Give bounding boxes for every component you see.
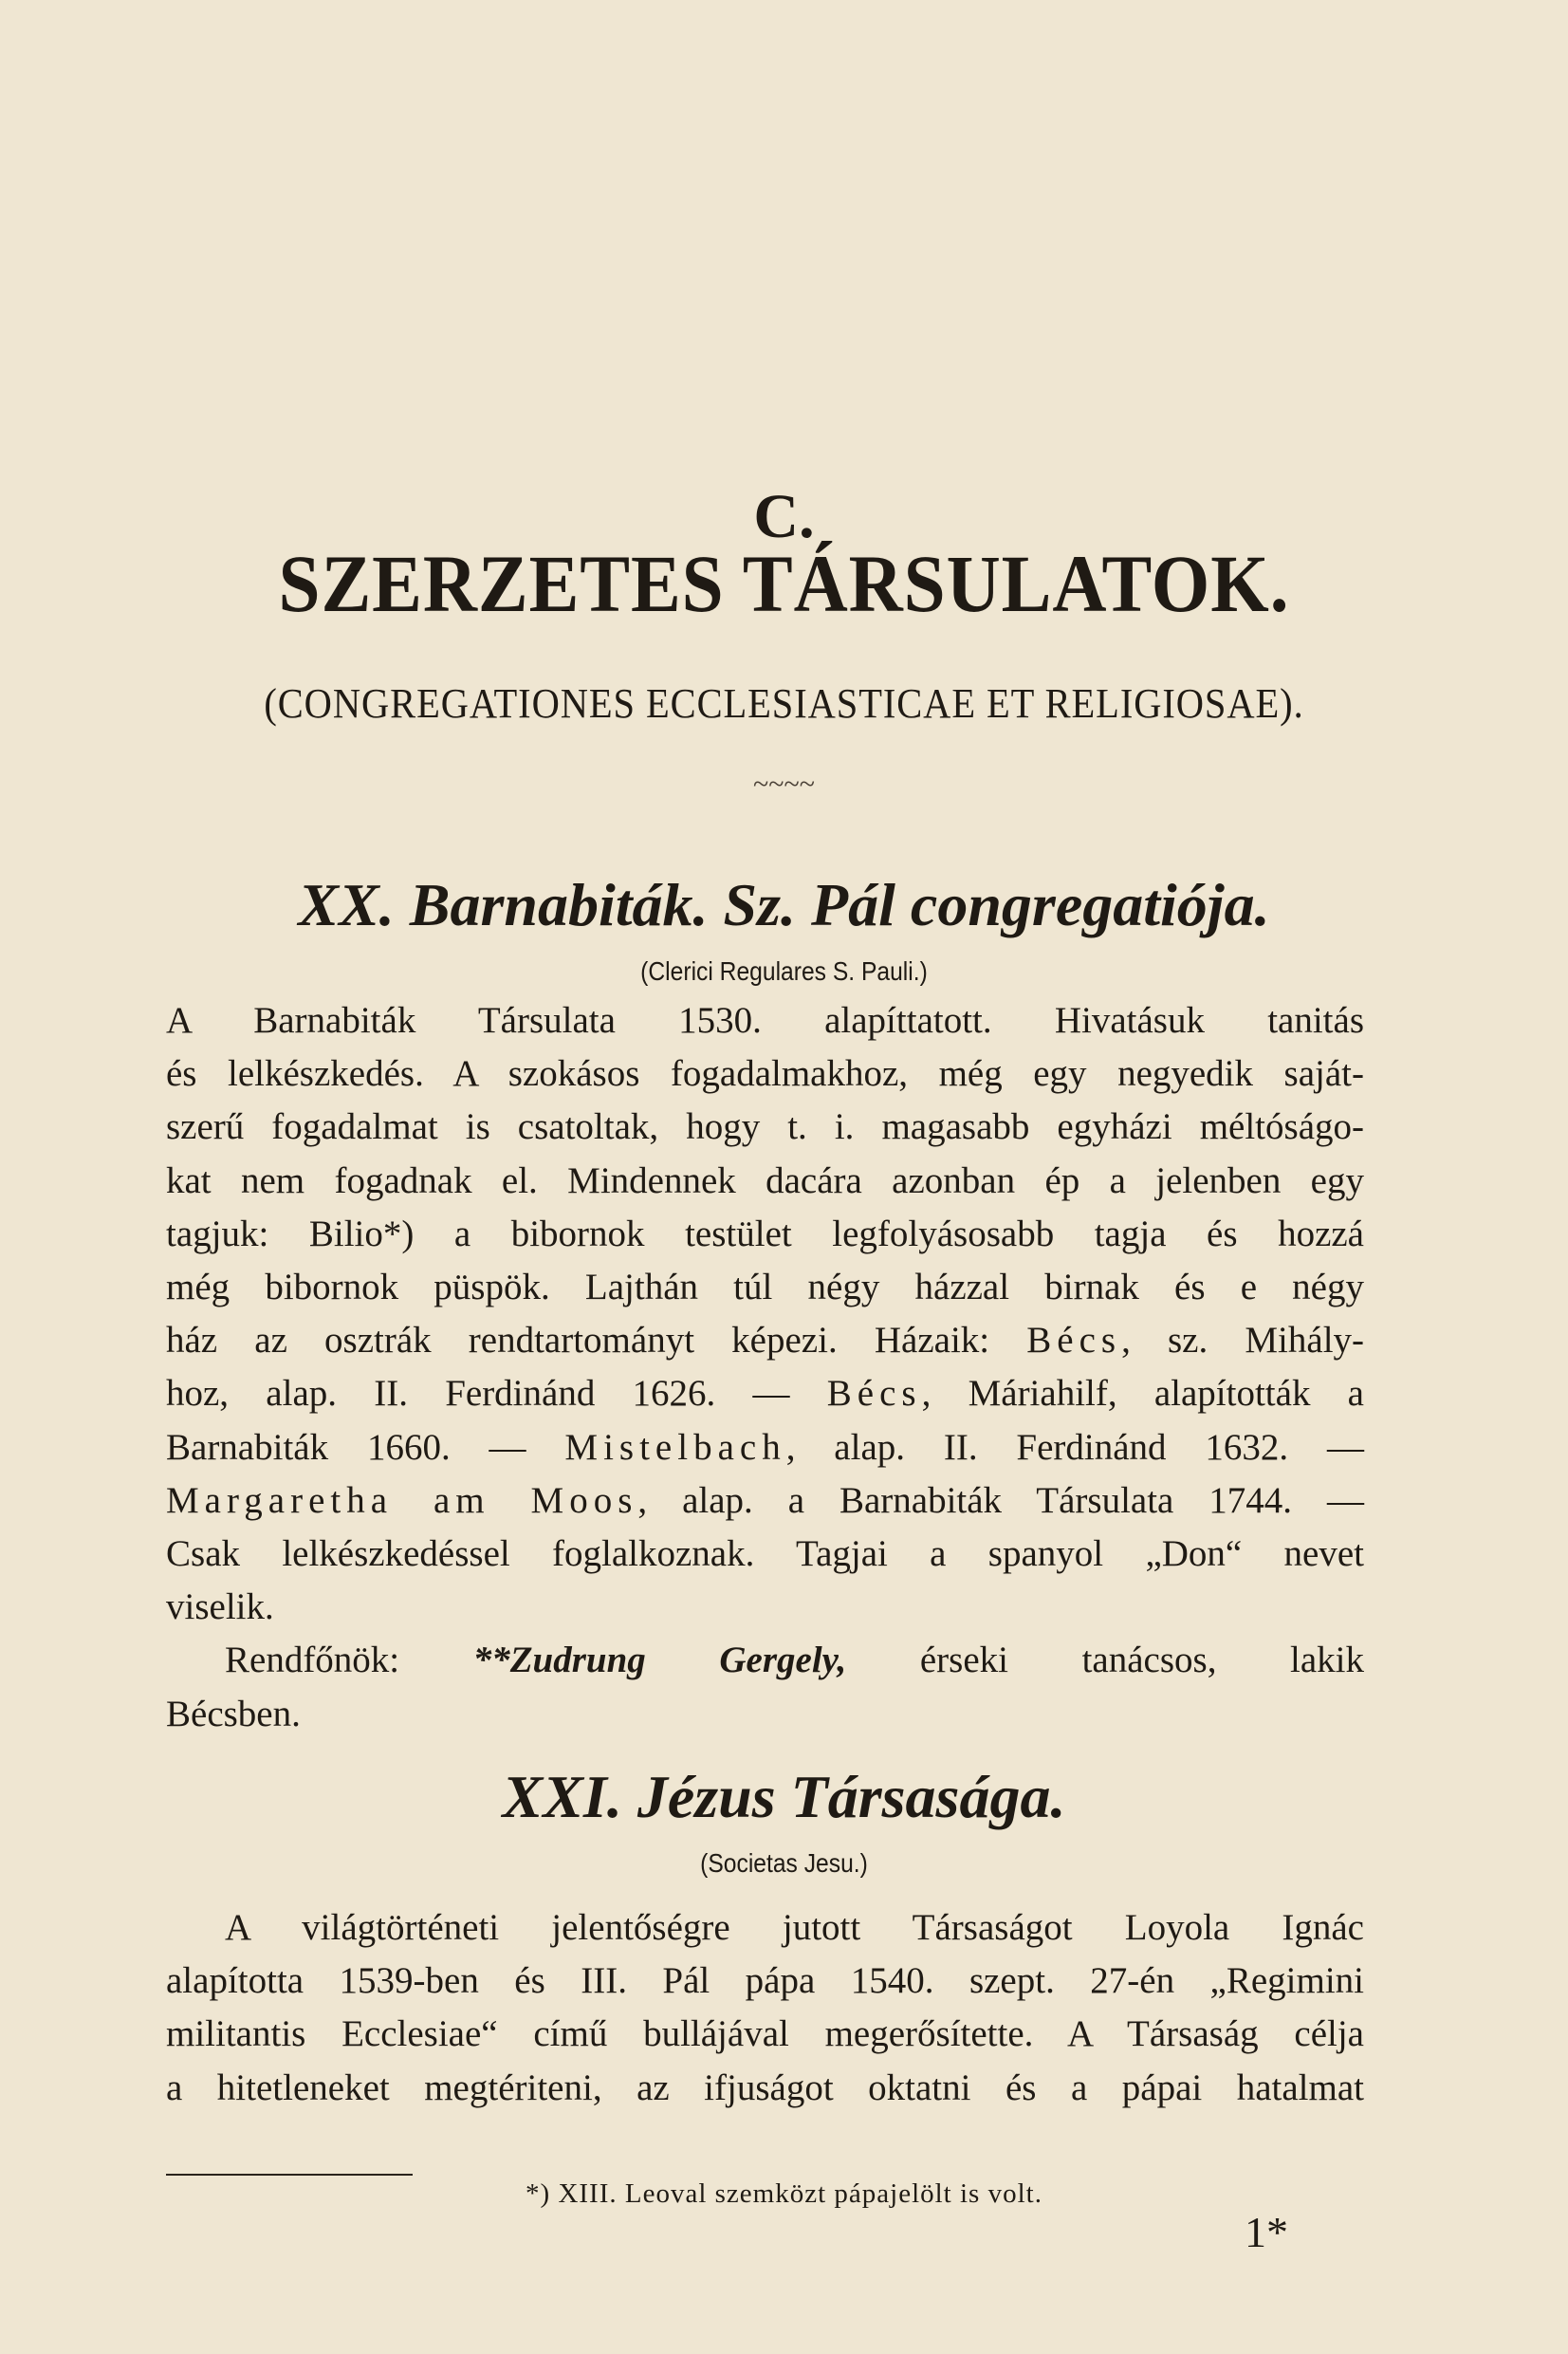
text-line: még bibornok püspök. Lajthán túl négy házzal birnak és e négy — [166, 1267, 1364, 1308]
text-line: Barnabiták 1660. — Mistelbach, alap. II. Ferdinánd 1632. — — [166, 1426, 1364, 1468]
text-line: A Barnabiták Társulata 1530. alapíttatott. Hivatásuk tanitás — [166, 1000, 1364, 1041]
text-line: hoz, alap. II. Ferdinánd 1626. — Bécs, Máriahilf, alapították a — [166, 1373, 1364, 1415]
text-line: Bécsben. — [166, 1693, 301, 1734]
footnote-divider — [166, 2174, 413, 2176]
place-name: Bécs — [826, 1373, 922, 1415]
text-line: alapította 1539-ben és III. Pál pápa 1540. szept. 27-én „Regimini — [166, 1960, 1364, 2002]
section-latin-xx: (Clerici Regulares S. Pauli.) — [640, 956, 928, 986]
place-name: Margaretha am Moos — [166, 1479, 638, 1521]
text-line: ház az osztrák rendtartományt képezi. Házaik: Bécs, sz. Mihály- — [166, 1320, 1365, 1362]
section-letter: C. — [753, 482, 815, 551]
page-title: SZERZETES TÁRSULATOK. — [278, 538, 1290, 629]
text-line: Csak lelkészkedéssel foglalkoznak. Tagjai a spanyol „Don“ nevet — [166, 1533, 1364, 1575]
text-line: militantis Ecclesiae“ című bullájával megerősítette. A Társaság célja — [166, 2013, 1364, 2055]
text-line: tagjuk: Bilio*) a bibornok testület legfolyásosabb tagja és hozzá — [166, 1213, 1364, 1254]
superior-label: Rendfőnök: — [225, 1640, 400, 1681]
text-line: szerű fogadalmat is csatoltak, hogy t. i. magasabb egyházi méltóságo- — [166, 1106, 1364, 1148]
page-number: 1* — [1245, 2208, 1288, 2256]
section-body-xx — [166, 994, 1364, 1741]
section-body-xxi — [166, 1901, 1364, 2115]
superior-name: **Zudrung Gergely, — [472, 1640, 847, 1681]
place-name: Mistelbach — [564, 1426, 786, 1468]
text-line: kat nem fogadnak el. Mindennek dacára azonban ép a jelenben egy — [166, 1159, 1364, 1201]
text-line: viselik. — [166, 1586, 274, 1628]
page-subtitle: (CONGREGATIONES ECCLESIASTICAE ET RELIGIOSAE). — [264, 680, 1304, 727]
text-line: és lelkészkedés. A szokásos fogadalmakhoz, még egy negyedik saját- — [166, 1053, 1364, 1095]
section-latin-xxi: (Societas Jesu.) — [700, 1848, 868, 1878]
footnote: *) XIII. Leoval szemközt pápajelölt is volt. — [526, 2178, 1042, 2209]
place-name: Bécs — [1026, 1320, 1122, 1362]
superior-line: Rendfőnök: **Zudrung Gergely, érseki tanácsos, lakik — [225, 1640, 1364, 1681]
text-line: a hitetleneket megtériteni, az ifjuságot oktatni és a pápai hatalmat — [166, 2067, 1364, 2108]
text-line: Margaretha am Moos, alap. a Barnabiták Társulata 1744. — — [166, 1479, 1364, 1521]
section-title-xxi: XXI. Jézus Társasága. — [502, 1763, 1066, 1830]
ornament-divider: ~~~~ — [753, 769, 815, 800]
text-line: A világtörténeti jelentőségre jutott Társaságot Loyola Ignác — [225, 1907, 1364, 1948]
section-title-xx: XX. Barnabiták. Sz. Pál congregatiója. — [298, 871, 1270, 938]
